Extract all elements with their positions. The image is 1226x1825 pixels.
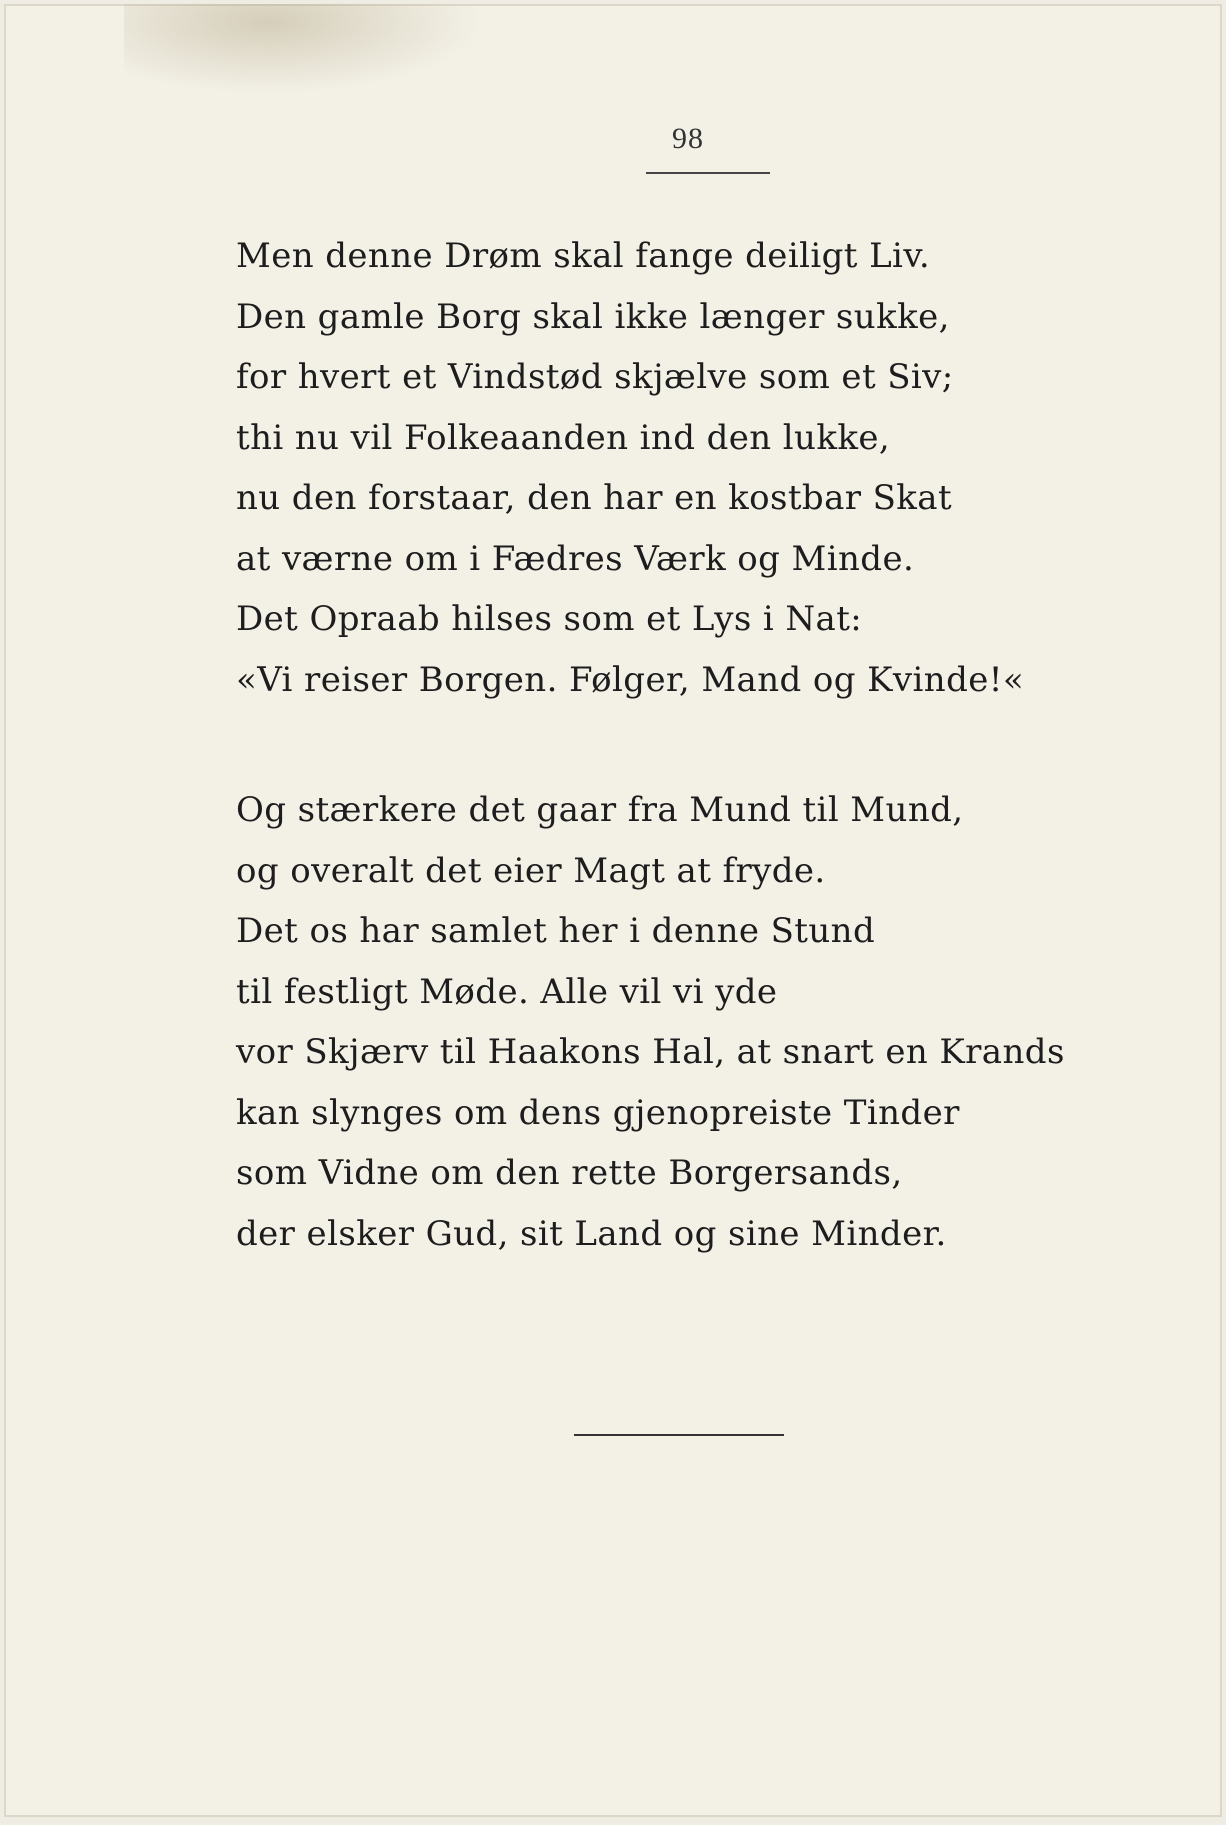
verse-line: thi nu vil Folkeaanden ind den lukke, (236, 417, 891, 458)
verse-line: Det os har samlet her i denne Stund (236, 911, 876, 951)
verse-line: Men denne Drøm skal fange deiligt Liv. (236, 236, 931, 276)
verse-line: til festligt Møde. Alle vil vi yde (236, 971, 778, 1012)
header-rule (646, 172, 770, 174)
verse-line: at værne om i Fædres Værk og Minde. (236, 538, 915, 579)
verse-line: nu den forstaar, den har en kostbar Skat (236, 478, 953, 518)
verse-line: og overalt det eier Magt at fryde. (236, 850, 826, 891)
book-page (4, 4, 1222, 1817)
verse-line: som Vidne om den rette Borgersands, (236, 1153, 903, 1193)
page-number: 98 (672, 122, 704, 155)
verse-line: vor Skjærv til Haakons Hal, at snart en Krands (236, 1032, 1065, 1072)
stanza-2 (236, 780, 1196, 1264)
verse-line: for hvert et Vindstød skjælve som et Siv; (236, 357, 954, 397)
verse-line: «Vi reiser Borgen. Følger, Mand og Kvinde!« (236, 659, 1025, 700)
end-rule (574, 1434, 784, 1436)
verse-line: der elsker Gud, sit Land og sine Minder. (236, 1213, 947, 1254)
page-stain (124, 4, 484, 94)
stanza-1 (236, 226, 1196, 710)
verse-line: Den gamle Borg skal ikke længer sukke, (236, 296, 950, 337)
verse-line: kan slynges om dens gjenopreiste Tinder (236, 1092, 960, 1133)
verse-line: Og stærkere det gaar fra Mund til Mund, (236, 790, 964, 830)
verse-line: Det Opraab hilses som et Lys i Nat: (236, 599, 863, 639)
